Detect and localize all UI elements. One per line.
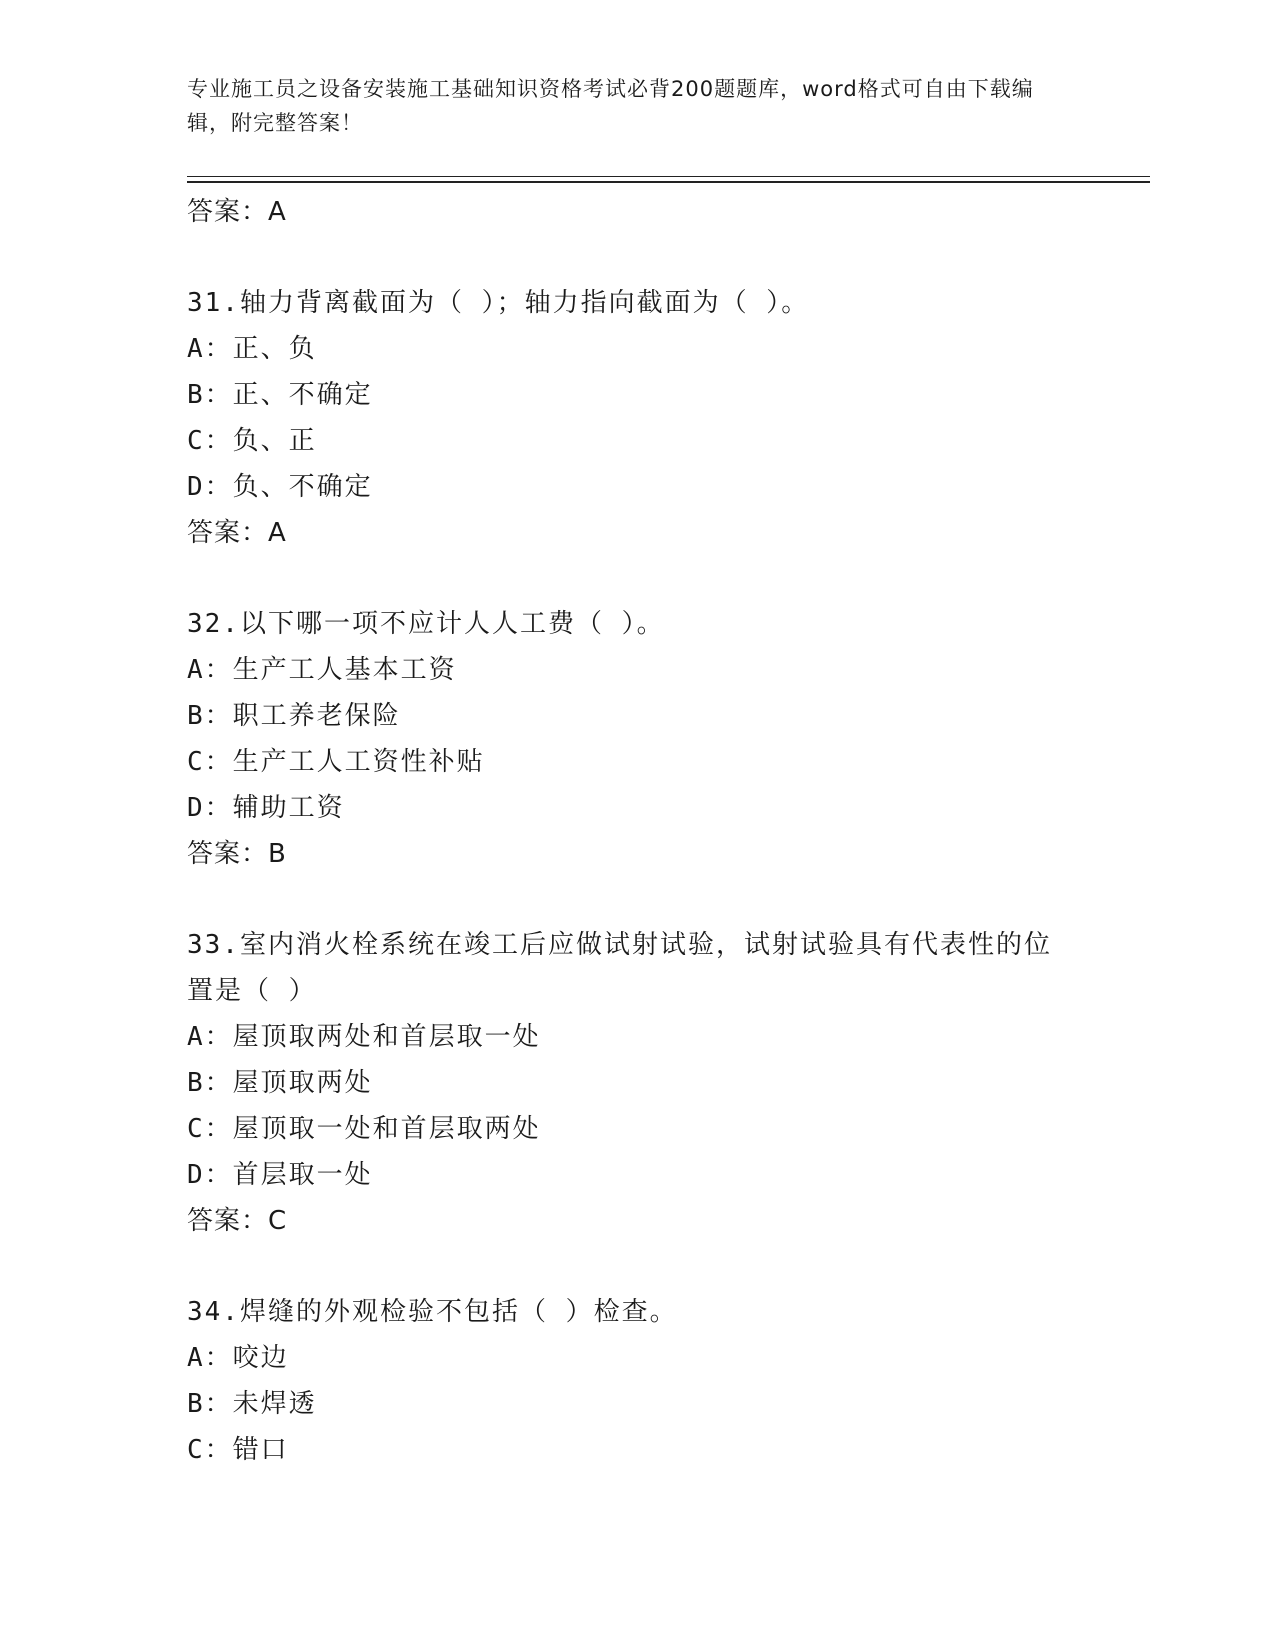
answer: 答案：C [187, 1206, 288, 1236]
question-content [187, 189, 1087, 1473]
option-b: B：屋顶取两处 [187, 1068, 373, 1098]
question-text: 32.以下哪一项不应计人人工费（ ）。 [187, 609, 665, 639]
header-divider-thin [187, 176, 1150, 177]
answer: 答案：B [187, 839, 287, 869]
spacer [187, 556, 1087, 601]
option-a: A：屋顶取两处和首层取一处 [187, 1022, 541, 1052]
option-c: C：生产工人工资性补贴 [187, 747, 485, 777]
option-c: C：错口 [187, 1435, 289, 1465]
option-b: B：职工养老保险 [187, 701, 401, 731]
question-text: 33.室内消火栓系统在竣工后应做试射试验，试射试验具有代表性的位置是（ ） [187, 930, 1052, 1006]
option-a: A：咬边 [187, 1343, 289, 1373]
option-a: A：正、负 [187, 334, 317, 364]
option-d: D：负、不确定 [187, 472, 373, 502]
option-d: D：首层取一处 [187, 1160, 373, 1190]
answer: 答案：A [187, 518, 287, 548]
spacer [187, 1244, 1087, 1289]
option-b: B：正、不确定 [187, 380, 373, 410]
question-block [187, 601, 1087, 877]
document-header: 专业施工员之设备安装施工基础知识资格考试必背200题题库，word格式可自由下载编辑，附完整答案！ [187, 77, 1034, 135]
option-d: D：辅助工资 [187, 793, 345, 823]
question-block [187, 1289, 1087, 1473]
previous-answer: 答案：A [187, 197, 287, 227]
option-c: C：负、正 [187, 426, 317, 456]
option-a: A：生产工人基本工资 [187, 655, 457, 685]
question-text: 31.轴力背离截面为（ ）；轴力指向截面为（ ）。 [187, 288, 810, 318]
spacer [187, 877, 1087, 922]
header-divider-thick [187, 181, 1150, 183]
question-block [187, 280, 1087, 556]
question-block [187, 922, 1087, 1244]
question-text: 34.焊缝的外观检验不包括（ ）检查。 [187, 1297, 678, 1327]
option-c: C：屋顶取一处和首层取两处 [187, 1114, 541, 1144]
option-b: B：未焊透 [187, 1389, 317, 1419]
spacer [187, 235, 1087, 280]
